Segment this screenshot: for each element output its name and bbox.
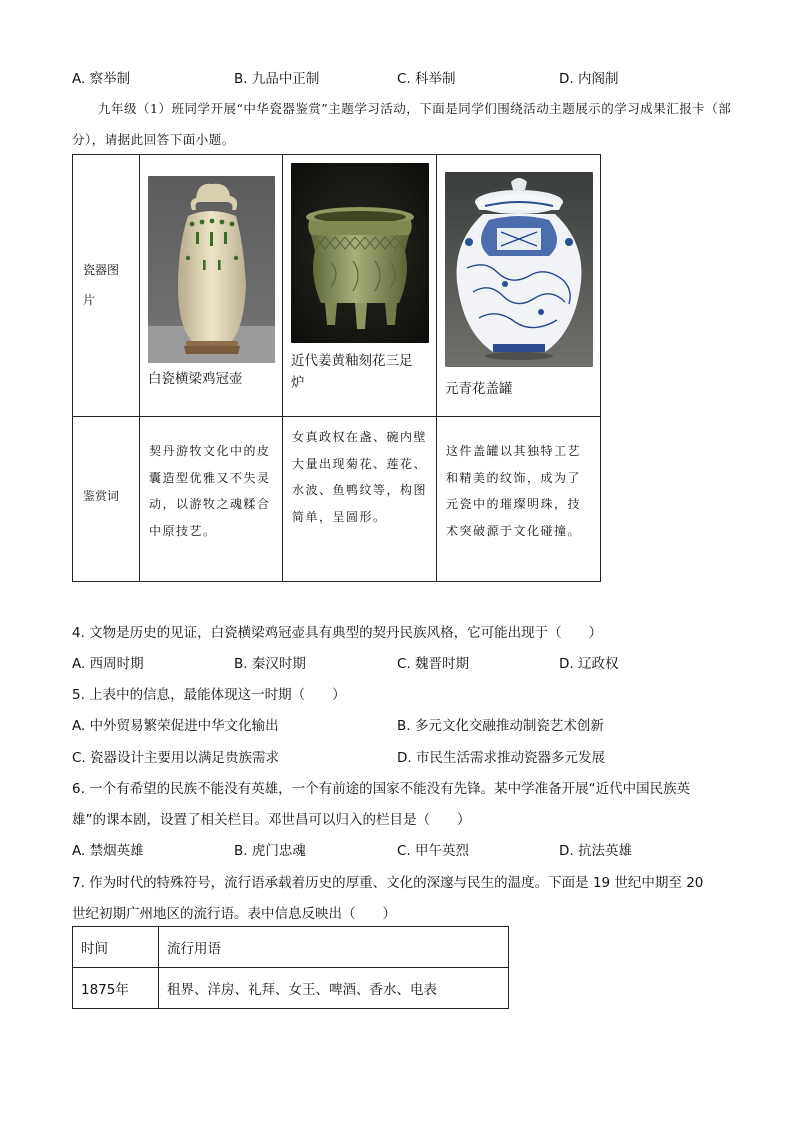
q7-stem-line2: 世纪初期广州地区的流行语。表中信息反映出（ ） — [72, 906, 396, 922]
slang-table — [72, 926, 509, 1009]
slang-table-header-row — [73, 927, 509, 968]
caption-item-3: 元青花盖罐 — [445, 381, 513, 397]
q6-option-d: D. 抗法英雄 — [559, 843, 632, 859]
caption-item-1: 白瓷横梁鸡冠壶 — [148, 371, 243, 387]
q5-option-c: C. 瓷器设计主要用以满足贵族需求 — [72, 750, 280, 766]
white-porcelain-ewer-image — [148, 176, 275, 363]
q6-stem-line2: 雄”的课本剧，设置了相关栏目。邓世昌可以归入的栏目是（ ） — [72, 812, 471, 828]
celadon-tripod-censer-image — [291, 163, 429, 343]
q6-option-a: A. 禁烟英雄 — [72, 843, 144, 859]
row-label-appreciation-cell — [73, 417, 140, 582]
desc-item-3: 这件盖罐以其独特工艺和精美的纹饰，成为了元瓷中的璀璨明珠，技术突破源于文化碰撞。 — [446, 444, 582, 538]
row-label-appreciation: 鉴赏词 — [83, 489, 120, 503]
q5-stem: 5. 上表中的信息，最能体现这一时期（ ） — [72, 687, 346, 703]
desc-item-2: 女真政权在盏、碗内壁大量出现菊花、莲花、水波、鱼鸭纹等，构图简单，呈圆形。 — [292, 430, 428, 524]
slang-table-header-time: 时间 — [73, 927, 159, 968]
q4-option-a: A. 西周时期 — [72, 656, 144, 672]
q6-option-c: C. 甲午英烈 — [397, 843, 470, 859]
q3-option-c: C. 科举制 — [397, 71, 456, 87]
q7-stem-line1: 7. 作为时代的特殊符号，流行语承载着历史的厚重、文化的深邃与民生的温度。下面是 19 世纪中期至 20 — [72, 875, 704, 891]
q3-option-a: A. 察举制 — [72, 71, 131, 87]
q6-stem-line1: 6. 一个有希望的民族不能没有英雄，一个有前途的国家不能没有先锋。某中学准备开展“近代中国民族英 — [72, 781, 691, 797]
q5-option-a: A. 中外贸易繁荣促进中华文化输出 — [72, 718, 279, 734]
slang-table-header-words: 流行用语 — [159, 927, 509, 968]
q4-option-c: C. 魏晋时期 — [397, 656, 470, 672]
caption-item-2: 近代姜黄釉刻花三足炉 — [291, 353, 413, 391]
q3-option-d: D. 内阁制 — [559, 71, 619, 87]
material-intro: 九年级（1）班同学开展“中华瓷器鉴赏”主题学习活动，下面是同学们围绕活动主题展示的学习成果汇报卡（部分），请据此回答下面小题。 — [72, 101, 732, 147]
desc-item-1: 契丹游牧文化中的皮囊造型优雅又不失灵动，以游牧之魂糅合中原技艺。 — [149, 444, 271, 538]
row-label-images: 瓷器图片 — [83, 263, 120, 307]
q4-option-b: B. 秦汉时期 — [234, 656, 306, 672]
q6-option-b: B. 虎门忠魂 — [234, 843, 306, 859]
q5-option-d: D. 市民生活需求推动瓷器多元发展 — [397, 750, 605, 766]
slang-table-cell-words: 租界、洋房、礼拜、女王、啤酒、香水、电表 — [159, 968, 509, 1009]
row-label-images-cell — [73, 155, 140, 417]
slang-table-row — [73, 968, 509, 1009]
q4-option-d: D. 辽政权 — [559, 656, 619, 672]
blue-white-lidded-jar-image — [445, 172, 593, 367]
slang-table-cell-time: 1875年 — [73, 968, 159, 1009]
q5-option-b: B. 多元文化交融推动制瓷艺术创新 — [397, 718, 604, 734]
q3-option-b: B. 九品中正制 — [234, 71, 320, 87]
q4-stem: 4. 文物是历史的见证，白瓷横梁鸡冠壶具有典型的契丹民族风格，它可能出现于（ ） — [72, 625, 603, 641]
